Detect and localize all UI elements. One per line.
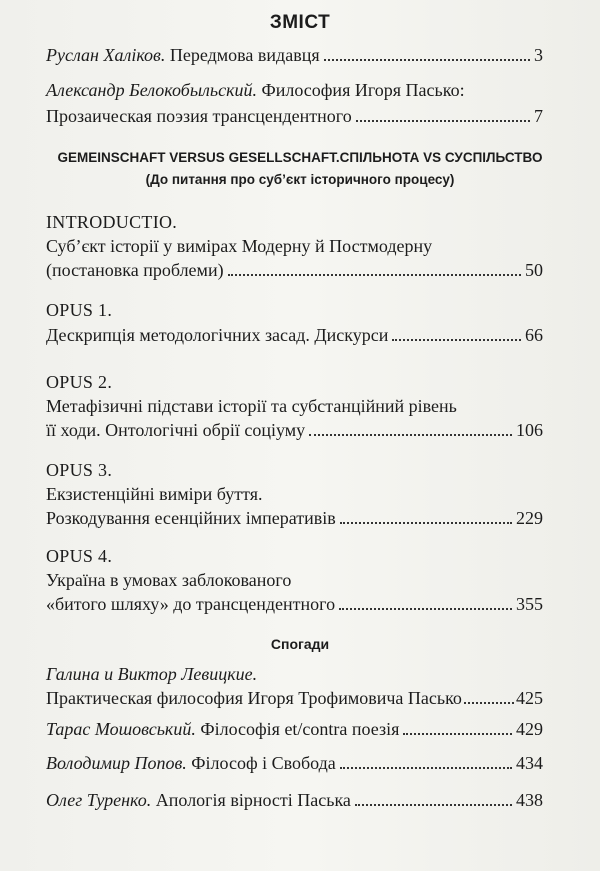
toc-entry-preface[interactable] bbox=[46, 44, 543, 66]
entry-title-cont: Розкодування есенційних імперативів bbox=[46, 508, 336, 528]
opus-heading: OPUS 4. bbox=[46, 546, 113, 566]
toc-entry-opus-3[interactable] bbox=[46, 459, 543, 529]
entry-title: Апологія вірності Паська bbox=[151, 790, 351, 810]
toc-entry-memoir-2[interactable] bbox=[46, 718, 543, 740]
entry-title: Практическая философия Игоря Трофимовича Пасько bbox=[46, 688, 462, 708]
dot-leader bbox=[340, 522, 512, 524]
entry-author: Володимир Попов. bbox=[46, 753, 187, 773]
page-number: 66 bbox=[525, 325, 543, 345]
opus-heading: OPUS 1. bbox=[46, 300, 113, 320]
entry-title: Философия Игоря Пасько: bbox=[257, 80, 465, 100]
entry-title: Передмова видавця bbox=[165, 45, 320, 65]
page-number: 429 bbox=[516, 719, 543, 739]
toc-entry-memoir-3[interactable] bbox=[46, 752, 543, 774]
dot-leader bbox=[403, 733, 512, 735]
entry-title: Філософ і Свобода bbox=[186, 753, 336, 773]
entry-author: Галина и Виктор Левицкие. bbox=[46, 664, 258, 684]
page-number: 106 bbox=[516, 420, 543, 440]
entry-title-cont: (постановка проблеми) bbox=[46, 260, 224, 280]
page-number: 7 bbox=[534, 106, 543, 126]
opus-heading: OPUS 2. bbox=[46, 372, 113, 392]
page-number: 50 bbox=[525, 260, 543, 280]
entry-author: Тарас Мошовський. bbox=[46, 719, 196, 739]
toc-entry-opus-1[interactable] bbox=[46, 299, 543, 346]
entry-title-cont: «битого шляху» до трансцендентного bbox=[46, 594, 336, 614]
dot-leader bbox=[324, 59, 530, 61]
page-number: 3 bbox=[534, 45, 543, 65]
page-number: 425 bbox=[516, 688, 543, 708]
toc-entry-memoir-1[interactable] bbox=[46, 663, 543, 709]
dot-leader bbox=[355, 804, 512, 806]
page-number: 355 bbox=[516, 594, 543, 614]
dot-leader bbox=[392, 339, 521, 341]
page-number: 229 bbox=[516, 508, 543, 528]
toc-entry-opus-2[interactable] bbox=[46, 371, 543, 441]
toc-entry-opus-4[interactable] bbox=[46, 545, 543, 615]
memoirs-title: Спогади bbox=[270, 636, 330, 652]
entry-title: Екзистенційні виміри буття. bbox=[46, 484, 263, 504]
entry-title: Дескрипція методологічних засад. Дискурси bbox=[46, 325, 389, 345]
opus-heading: INTRODUCTIO. bbox=[46, 212, 178, 232]
entry-author: Руслан Халіков. bbox=[46, 45, 166, 65]
dot-leader bbox=[228, 274, 521, 276]
entry-title-cont: Прозаическая поэзия трансцендентного bbox=[46, 106, 352, 126]
dot-leader bbox=[339, 608, 512, 610]
entry-title: Філософія et/contra поезія bbox=[195, 719, 400, 739]
entry-title: Україна в умовах заблокованого bbox=[46, 570, 292, 590]
opus-heading: OPUS 3. bbox=[46, 460, 113, 480]
page-number: 438 bbox=[516, 790, 543, 810]
dot-leader bbox=[356, 120, 530, 122]
entry-title: Метафізичні підстави історії та субстанційний рівень bbox=[46, 396, 457, 416]
entry-author: Олег Туренко. bbox=[46, 790, 152, 810]
entry-author: Александр Белокобыльский. bbox=[46, 80, 257, 100]
page-number: 434 bbox=[516, 753, 543, 773]
toc-entry-introductio[interactable] bbox=[46, 211, 543, 281]
dot-leader bbox=[464, 702, 514, 704]
entry-title: Суб’єкт історії у вимірах Модерну й Постмодерну bbox=[46, 236, 433, 256]
dot-leader bbox=[309, 434, 512, 436]
section-title: GEMEINSCHAFT VERSUS GESELLSCHAFT.СПІЛЬНОТА VS СУСПІЛЬСТВО bbox=[57, 150, 543, 165]
toc-entry-philosophy[interactable] bbox=[46, 79, 543, 127]
toc-title: ЗМІСТ bbox=[269, 12, 331, 33]
entry-title-cont: її ходи. Онтологічні обрії соціуму bbox=[46, 420, 306, 440]
section-subtitle: (До питання про суб’єкт історичного процесу) bbox=[145, 172, 455, 187]
toc-entry-memoir-4[interactable] bbox=[46, 789, 543, 811]
dot-leader bbox=[340, 767, 512, 769]
